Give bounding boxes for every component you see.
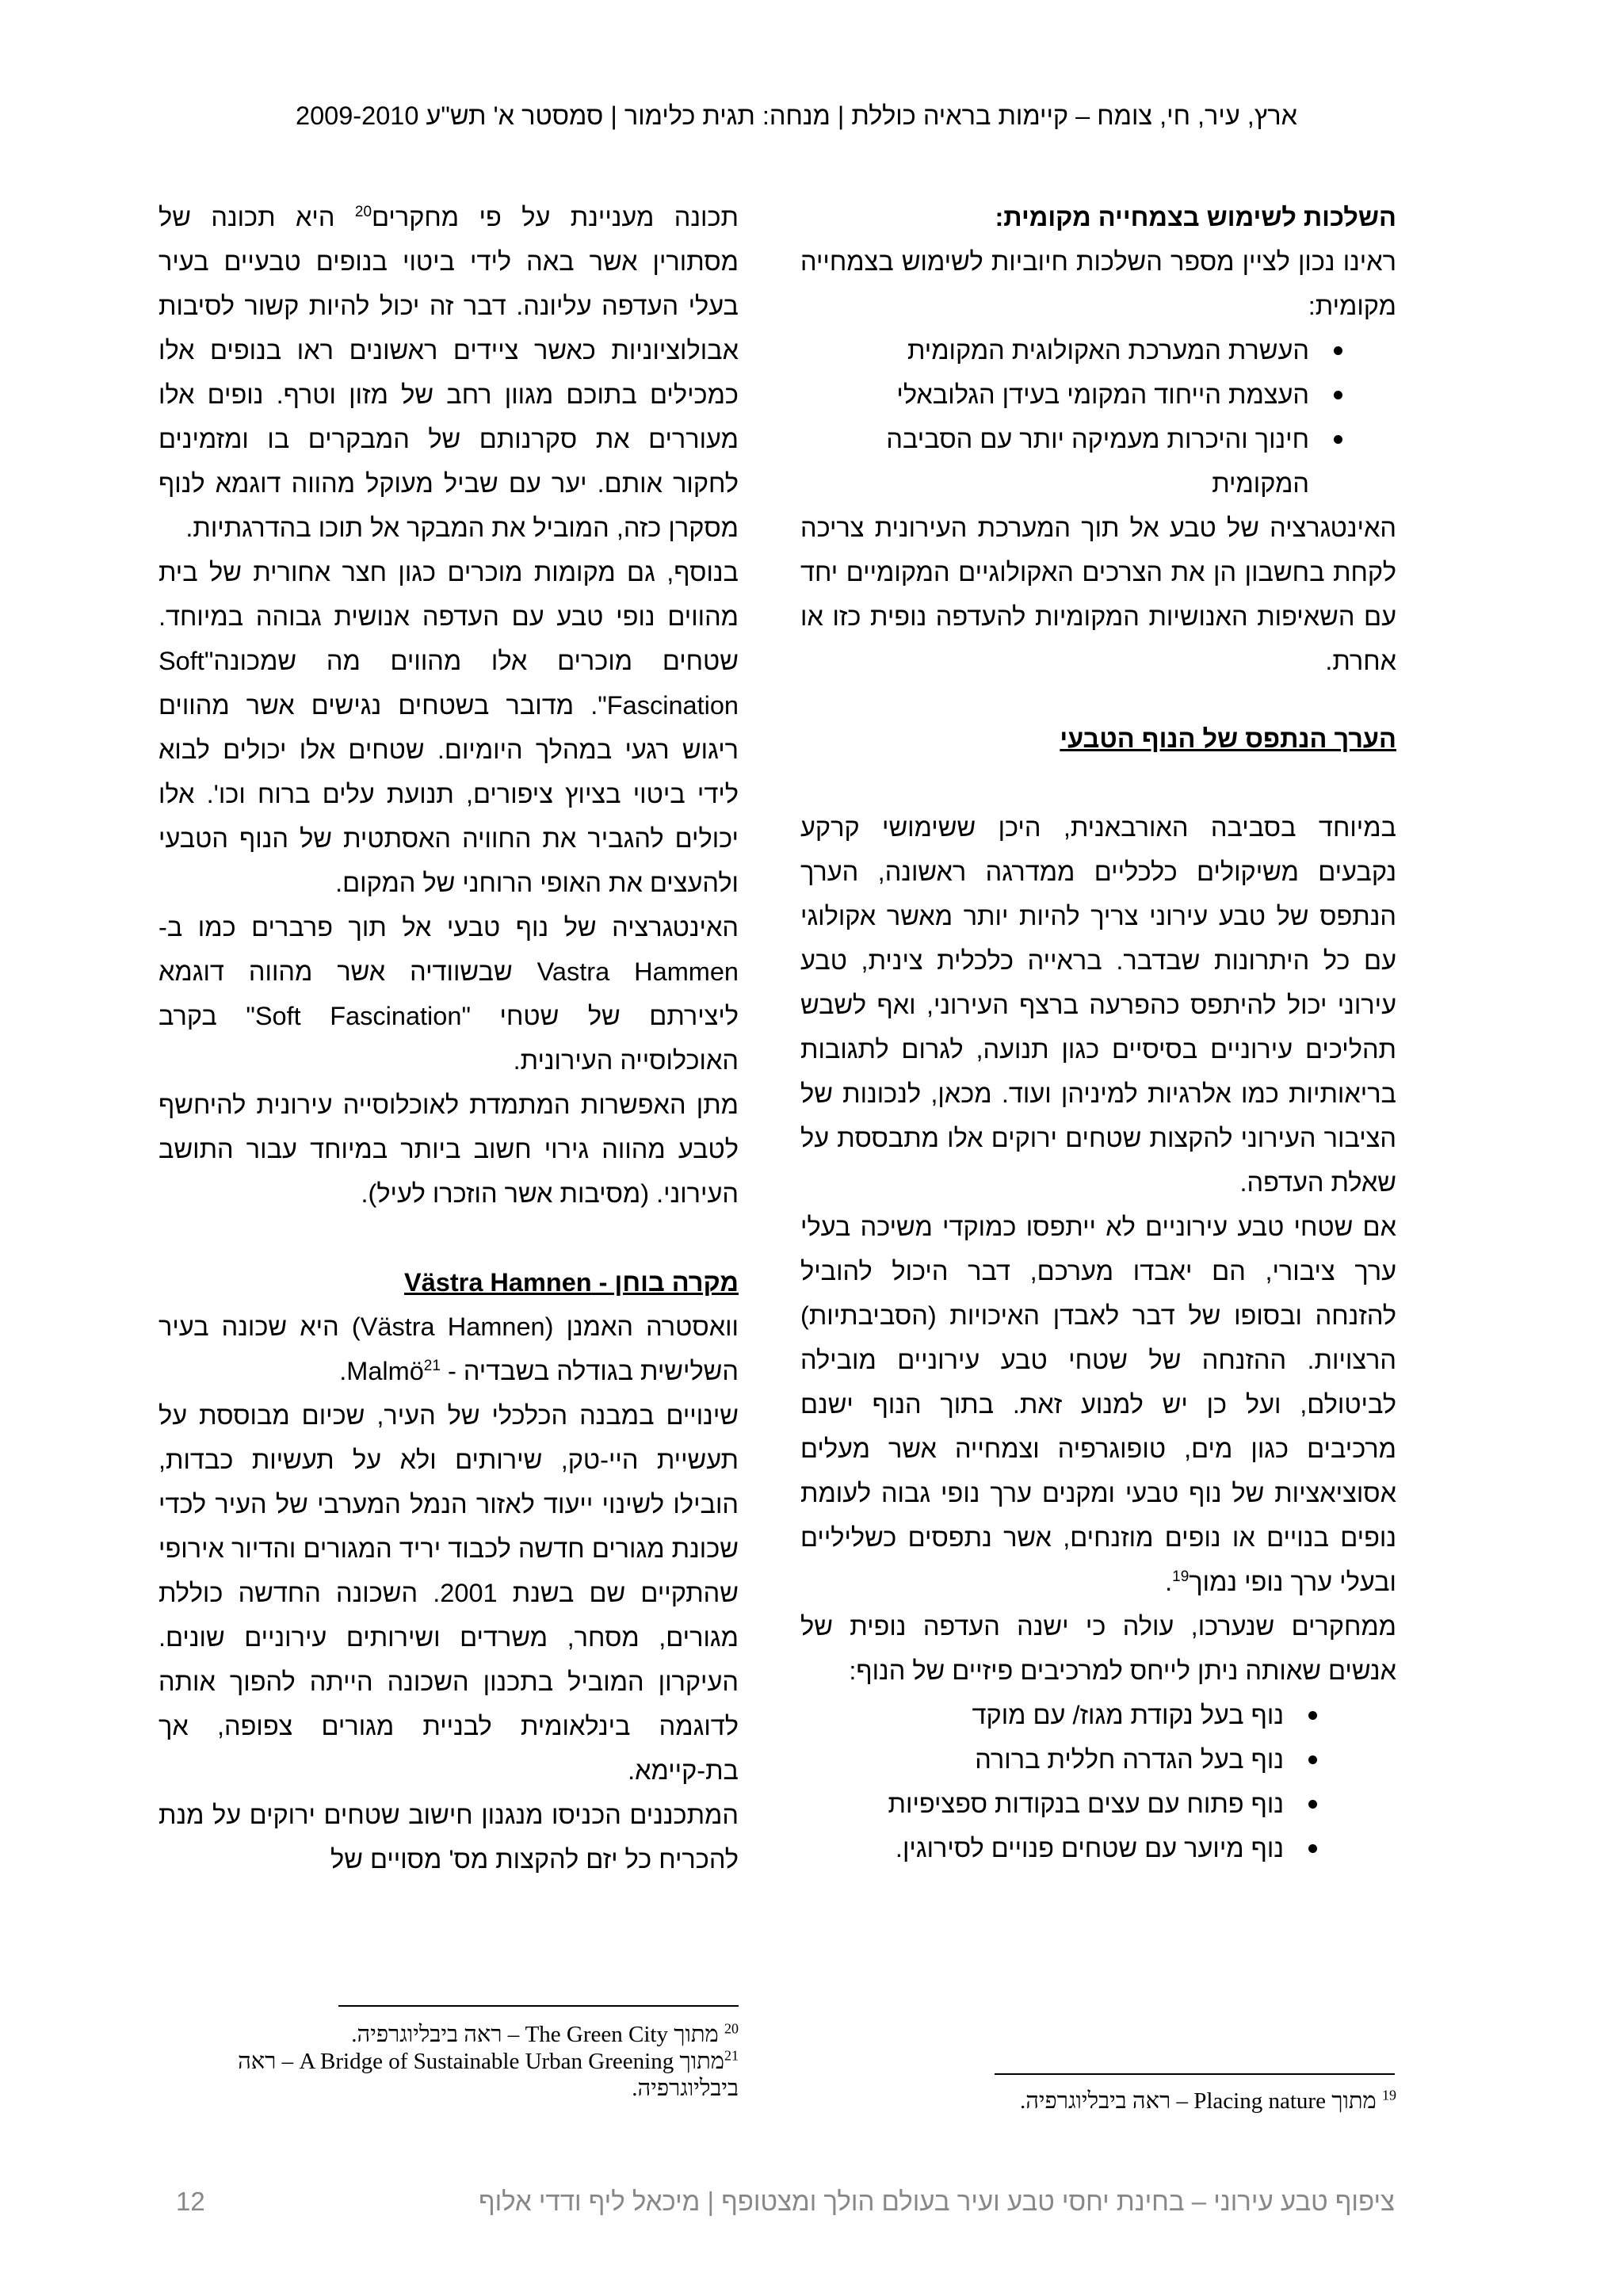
paragraph: בנוסף, גם מקומות מוכרים כגון חצר אחורית של בית מהווים נופי טבע עם העדפה אנושית גבוהה במיוחד. שטחים מוכרים אלו מהווים מה שמכונה"Soft Fascination". מדובר בשטחים נגישים אשר מהווים ריגוש רגעי במהלך היומיום. שטחים אלו יכולים לבוא לידי ביטוי בציוץ ציפורים, תנועת עלים ברוח וכו'. אלו יכולים להגביר את החוויה האסתטית של הנוף הטבעי ולהעצים את האופי הרוחני של המקום.	[158, 558, 739, 897]
list-item	[800, 1737, 1396, 1782]
footnote	[800, 2088, 1396, 2115]
bullet-icon	[1334, 435, 1342, 444]
footnotes-left	[158, 2021, 739, 2102]
footnotes-right	[800, 2088, 1396, 2115]
right-column	[800, 195, 1396, 1870]
section-heading-perceived-value: הערך הנתפס של הנוף הטבעי	[1060, 724, 1396, 753]
paragraph-text: תכונה מעניינת על פי מחקרים	[372, 203, 739, 231]
list-item-text: נוף בעל הגדרה חללית ברורה	[975, 1745, 1284, 1774]
footnote	[158, 2048, 739, 2102]
bullet-icon	[1308, 1711, 1317, 1720]
paragraph: שינויים במבנה הכלכלי של העיר, שכיום מבוססת על תעשיית היי-טק, שירותים ולא על תעשיות כבדות, הובילו לשינוי ייעוד לאזור הנמל המערבי של העיר לכדי שכונת מגורים חדשה לכבוד יריד המגורים והדיור אירופי שהתקיים שם בשנת 2001. השכונה החדשה כוללת מגורים, מסחר, משרדים ושירותים עירוניים שונים. העיקרון המוביל בתכנון השכונה הייתה להפוך אותה לדוגמה בינלאומית לבניית מגורים צפופה, אך בת-קיימא.	[158, 1401, 739, 1785]
list-item-text: העשרת המערכת האקולוגית המקומית	[907, 336, 1309, 365]
paragraph-text: וואסטרה האמנן (Västra Hamnen) היא שכונה בעיר השלישית בגודלה בשבדיה - Malmö	[158, 1312, 739, 1385]
footnote-ref: 20	[354, 204, 372, 221]
list-item	[800, 328, 1396, 372]
footnote-ref: 19	[1172, 1568, 1190, 1586]
bullet-icon	[1308, 1755, 1317, 1764]
list-item	[800, 1782, 1396, 1826]
paragraph: מתן האפשרות המתמדת לאוכלוסייה עירונית להיחשף לטבע מהווה גירוי חשוב ביותר במיוחד עבור התושב העירוני. (מסיבות אשר הוזכרו לעיל).	[158, 1091, 739, 1208]
list-item-text: נוף פתוח עם עצים בנקודות ספציפיות	[888, 1790, 1284, 1818]
list-item-text: העצמת הייחוד המקומי בעידן הגלובאלי	[896, 380, 1309, 409]
paragraph: אם שטחי טבע עירוניים לא ייתפסו כמוקדי משיכה בעלי ערך ציבורי, הם יאבדו מערכם, דבר היכול להוביל להזנחה ובסופו של דבר לאבדן האיכויות (הסביבתיות) הרצויות. ההזנחה של שטחי טבע עירוניים מובילה לביטולם, ועל כן יש למנוע זאת. בתוך הנוף ישנם מרכיבים כגון מים, טופוגרפיה וצמחייה אשר מעלים אסוציאציות של נוף טבעי ומקנים ערך נופי גבוה לעומת נופים בנויים או נופים מוזנחים, אשר נתפסים כשליליים ובעלי ערך נופי נמוך$^{19}$.	[800, 1213, 1396, 1596]
page-number: 12	[176, 2187, 205, 2216]
footnote-divider	[995, 2073, 1395, 2075]
footer-title: ציפוף טבע עירוני – בחינת יחסי טבע ועיר בעולם הולך ומצטופף | מיכאל ליף ודדי אלוף	[479, 2187, 1395, 2216]
bullet-list	[800, 328, 1396, 506]
list-item-text: חינוך והיכרות מעמיקה יותר עם הסביבה המקומית	[886, 425, 1309, 498]
paragraph: המתכננים הכניסו מנגנון חישוב שטחים ירוקים על מנת להכריח כל יזם להקצות מס' מסויים של	[158, 1801, 739, 1874]
case-study-heading: מקרה בוחן - Västra Hamnen	[404, 1268, 739, 1297]
paragraph-text: היא תכונה של מסתורין אשר באה לידי ביטוי בנופים טבעיים בעיר בעלי העדפה עליונה. דבר זה יכול להיות קשור לסיבות אבולוציוניות כאשר ציידים ראשונים ראו בנופים אלו כמכילים בתוכם מגוון רחב של מזון וטרף. נופים אלו מעוררים את סקרנותם של המבקרים בו ומזמינים לחקור אותם. יער עם שביל מעוקל מהווה דוגמא לנוף מסקרן כזה, המוביל את המבקר אל תוכו בהדרגתיות.	[158, 203, 739, 542]
footnote	[158, 2021, 739, 2048]
footnote-number: 20	[724, 2020, 739, 2037]
footnote-text: מתוך The Green City – ראה ביבליוגרפיה.	[351, 2022, 719, 2047]
section-heading-local-vegetation: השלכות לשימוש בצמחייה מקומית:	[995, 203, 1396, 231]
list-item	[800, 1693, 1396, 1737]
footnote-text: מתוך Placing nature – ראה ביבליוגרפיה.	[1019, 2088, 1377, 2114]
paragraph-text: .	[339, 1357, 347, 1385]
list-item-text: נוף מיוער עם שטחים פנויים לסירוגין.	[895, 1834, 1284, 1862]
list-item	[800, 1826, 1396, 1870]
footnote-number: 19	[1382, 2087, 1396, 2103]
bullet-icon	[1308, 1800, 1317, 1809]
bullet-list	[800, 1693, 1396, 1870]
paragraph: במיוחד בסביבה האורבאנית, היכן ששימושי קרקע נקבעים משיקולים כלכליים ממדרגה ראשונה, הערך הנתפס של טבע עירוני צריך להיות יותר מאשר אקולוגי עם כל היתרונות שבדבר. בראייה כלכלית צינית, טבע עירוני יכול להיתפס כהפרעה ברצף העירוני, ואף לשבש תהליכים עירוניים בסיסיים כגון תנועה, לגרום לתגובות בריאותיות כמו אלרגיות למיניהן ועוד. מכאן, לנכונות של הציבור העירוני להקצות שטחים ירוקים אלו מתבססת על שאלת העדפה.	[800, 813, 1396, 1197]
left-column	[158, 195, 739, 1881]
paragraph	[158, 195, 739, 550]
bullet-icon	[1308, 1844, 1317, 1853]
paragraph: ראינו נכון לציין מספר השלכות חיוביות לשימוש בצמחייה מקומית:	[800, 247, 1396, 320]
footnote-divider	[338, 2005, 739, 2007]
footnote-number: 21	[724, 2047, 739, 2064]
paragraph-text: אם שטחי טבע עירוניים לא ייתפסו כמוקדי משיכה בעלי ערך ציבורי, הם יאבדו מערכם, דבר היכול להוביל להזנחה ובסופו של דבר לאבדן האיכויות (הסביבתיות) הרצויות. ההזנחה של שטחי טבע עירוניים מובילה לביטולם, ועל כן יש למנוע זאת. בתוך הנוף ישנם מרכיבים כגון מים, טופוגרפיה וצמחייה אשר מעלים אסוציאציות של נוף טבעי ומקנים ערך נופי גבוה לעומת נופים בנויים או נופים מוזנחים, אשר נתפסים כשליליים ובעלי ערך נופי נמוך	[800, 1213, 1396, 1596]
paragraph	[158, 1305, 739, 1393]
footnote-text: מתוך A Bridge of Sustainable Urban Greening – ראה ביבליוגרפיה.	[238, 2049, 739, 2101]
paragraph: האינטגרציה של נוף טבעי אל תוך פרברים כמו ב- Vastra Hammen שבשוודיה אשר מהווה דוגמא ליצירתם של שטחי "Soft Fascination" בקרב האוכלוסייה העירונית.	[158, 913, 739, 1075]
bullet-icon	[1334, 391, 1342, 399]
list-item	[800, 372, 1396, 417]
paragraph: האינטגרציה של טבע אל תוך המערכת העירונית צריכה לקחת בחשבון הן את הצרכים האקולוגיים המקומיים יחד עם השאיפות האנושיות המקומיות להעדפה נופית כזו או אחרת.	[800, 514, 1396, 675]
bullet-icon	[1334, 346, 1342, 355]
footnote-ref: 21	[423, 1358, 441, 1375]
list-item-text: נוף בעל נקודת מגוז/ עם מוקד	[972, 1701, 1284, 1729]
page-header: ארץ, עיר, חי, צומח – קיימות בראיה כוללת | מנחה: תגית כלימור | סמסטר א' תש"ע 2009-2010	[296, 101, 1297, 130]
paragraph: ממחקרים שנערכו, עולה כי ישנה העדפה נופית של אנשים שאותה ניתן לייחס למרכיבים פיזיים של הנוף:	[800, 1612, 1396, 1685]
list-item	[800, 417, 1396, 506]
